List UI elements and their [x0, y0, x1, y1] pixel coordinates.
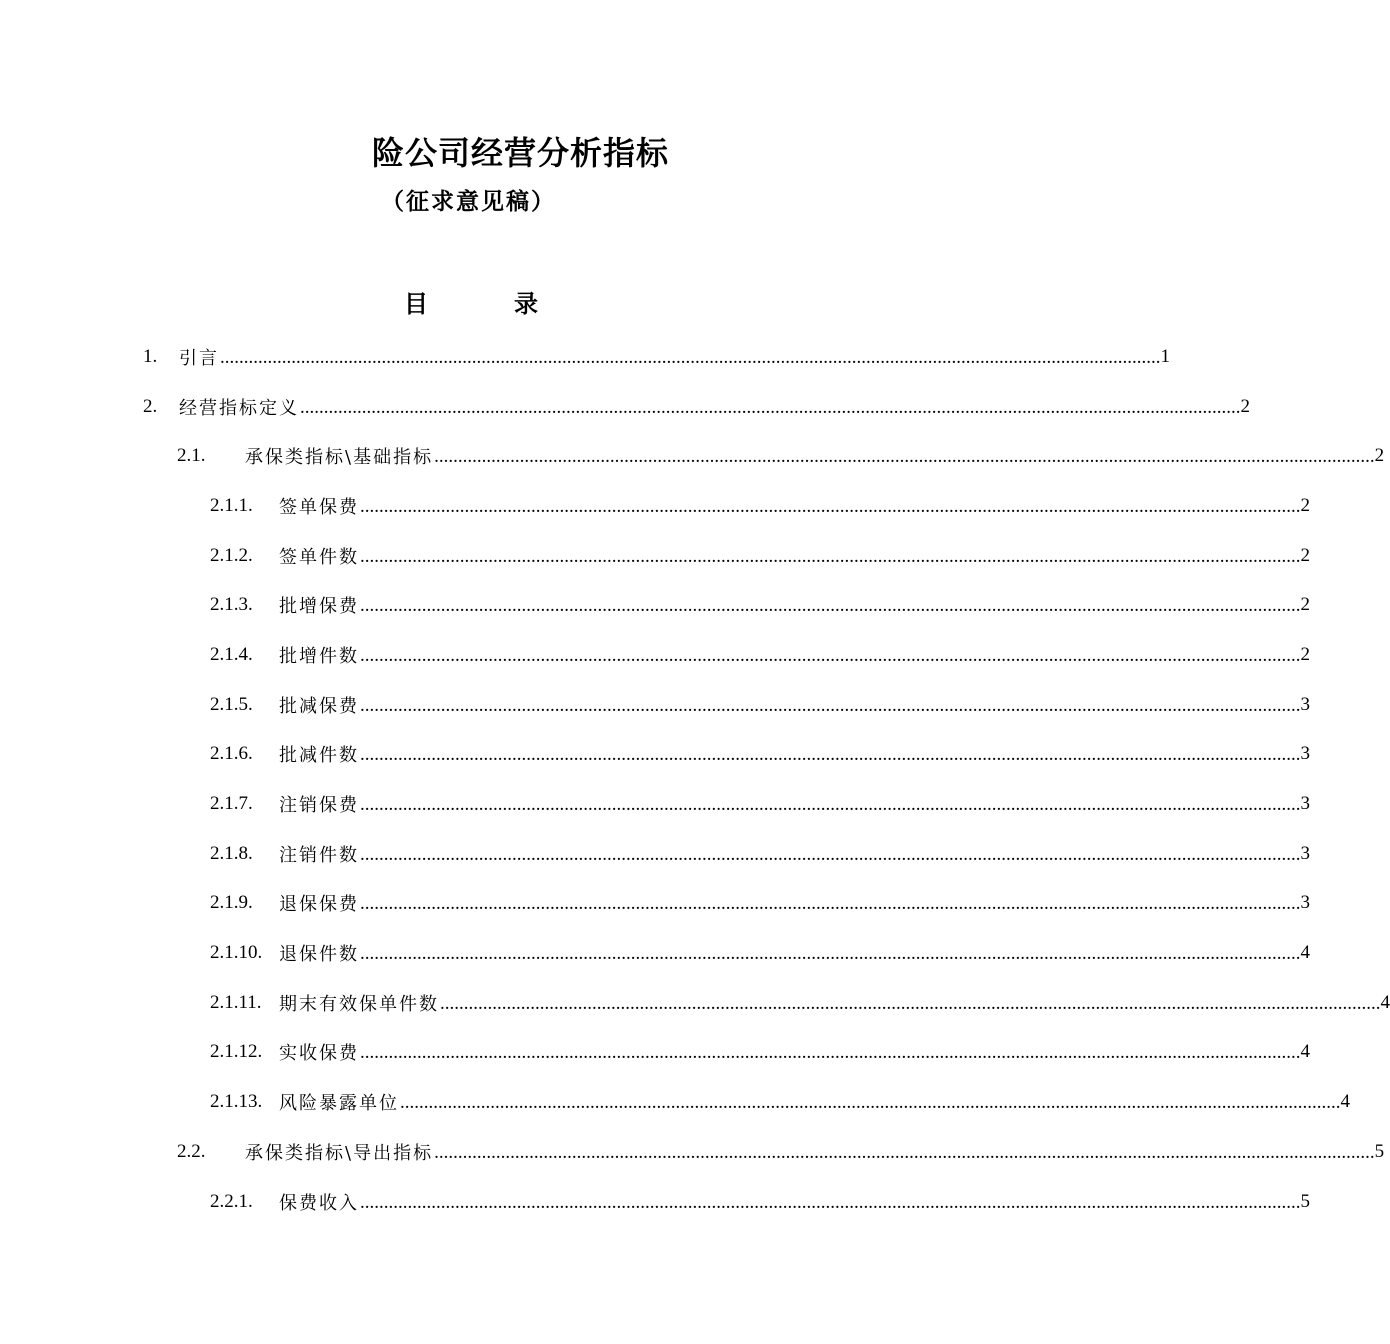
toc-entry-number: 2.1.3.: [210, 594, 253, 616]
toc-heading: [404, 284, 538, 319]
toc-entry-label: 退保保费: [279, 894, 359, 916]
toc-entry[interactable]: [0, 1177, 1310, 1227]
toc-entry-page-number: 2: [1300, 544, 1310, 566]
toc-entry-page-number: 5: [1300, 1190, 1310, 1212]
toc-entry-label: 风险暴露单位: [279, 1093, 399, 1115]
toc-entry-label: 批增保费: [279, 596, 359, 618]
toc-entry[interactable]: [0, 680, 1310, 730]
toc-entry-page-number: 2: [1300, 643, 1310, 665]
toc-entry-page-number: 4: [1300, 1041, 1310, 1063]
toc-entry[interactable]: [0, 779, 1310, 829]
document-subtitle: （征求意见稿）: [381, 189, 556, 215]
toc-entry[interactable]: [0, 730, 1310, 780]
toc-dot-leader: [360, 744, 1301, 766]
toc-dot-leader: [434, 1142, 1375, 1164]
toc-dot-leader: [440, 993, 1381, 1015]
toc-entry-number: 2.2.: [177, 1140, 206, 1162]
toc-dot-leader: [360, 546, 1301, 568]
toc-entry-label: 承保类指标\导出指标: [245, 1142, 434, 1164]
toc-dot-leader: [360, 1192, 1301, 1214]
toc-entry-page-number: 2: [1300, 494, 1310, 516]
toc-entry-label: 批减保费: [279, 695, 359, 717]
toc-entry[interactable]: [0, 879, 1310, 929]
toc-dot-leader: [360, 695, 1301, 717]
toc-entry-page-number: 2: [1240, 395, 1250, 417]
toc-entry-page-number: 2: [1374, 445, 1385, 467]
toc-entry-number: 2.1.7.: [210, 793, 253, 815]
toc-entry-number: 2.1.1.: [210, 494, 253, 516]
toc-entry-page-number: 3: [1300, 793, 1310, 815]
toc-entry[interactable]: [0, 481, 1310, 531]
toc-entry-number: 1.: [143, 345, 158, 367]
toc-dot-leader: [360, 844, 1301, 866]
toc-heading-left: 目: [404, 290, 428, 318]
toc-entry[interactable]: [0, 580, 1310, 630]
toc-entry[interactable]: [0, 928, 1310, 978]
toc-entry[interactable]: [0, 531, 1310, 581]
toc-entry-page-number: 4: [1300, 942, 1310, 964]
toc-entry[interactable]: [0, 1028, 1310, 1078]
toc-entry-number: 2.1.6.: [210, 743, 253, 765]
toc-entry-page-number: 4: [1380, 991, 1390, 1013]
toc-dot-leader: [220, 347, 1161, 369]
document-title: 险公司经营分析指标: [372, 134, 670, 172]
toc-heading-right: 录: [514, 290, 538, 318]
toc-entry-label: 注销保费: [279, 795, 359, 817]
toc-entry-number: 2.1.2.: [210, 544, 253, 566]
toc-entry-label: 注销件数: [279, 844, 359, 866]
toc-entry[interactable]: [0, 1127, 1385, 1177]
toc-entry-label: 经营指标定义: [179, 397, 299, 419]
toc-entry[interactable]: [0, 1077, 1350, 1127]
toc-entry-page-number: 1: [1160, 345, 1170, 367]
toc-entry[interactable]: [0, 630, 1310, 680]
toc-entry-number: 2.1.5.: [210, 693, 253, 715]
toc-dot-leader: [360, 645, 1301, 667]
toc-dot-leader: [300, 397, 1241, 419]
toc-entry-label: 实收保费: [279, 1043, 359, 1065]
toc-dot-leader: [360, 893, 1301, 915]
toc-dot-leader: [360, 794, 1301, 816]
toc-dot-leader: [434, 446, 1375, 468]
toc-entry-number: 2.2.1.: [210, 1190, 253, 1212]
toc-entry[interactable]: [0, 829, 1310, 879]
toc-entry-label: 批减件数: [279, 745, 359, 767]
toc-entry-page-number: 3: [1300, 743, 1310, 765]
toc-entry-number: 2.1.4.: [210, 643, 253, 665]
toc-entry-page-number: 3: [1300, 842, 1310, 864]
toc-dot-leader: [360, 943, 1301, 965]
toc-entry-page-number: 3: [1300, 693, 1310, 715]
toc-entry[interactable]: [0, 978, 1390, 1028]
toc-entry-label: 批增件数: [279, 645, 359, 667]
toc-entry-page-number: 3: [1300, 892, 1310, 914]
toc-entry-number: 2.1.12.: [210, 1041, 263, 1063]
toc-dot-leader: [400, 1092, 1341, 1114]
table-of-contents: [0, 332, 1390, 1226]
toc-entry-number: 2.1.10.: [210, 942, 263, 964]
toc-entry-label: 退保件数: [279, 944, 359, 966]
toc-entry-label: 引言: [179, 347, 219, 369]
toc-entry-number: 2.1.13.: [210, 1091, 263, 1113]
toc-entry-label: 期末有效保单件数: [279, 993, 439, 1015]
toc-entry[interactable]: [0, 431, 1385, 481]
toc-dot-leader: [360, 496, 1301, 518]
toc-entry-number: 2.1.8.: [210, 842, 253, 864]
toc-entry[interactable]: [0, 382, 1250, 432]
toc-entry[interactable]: [0, 332, 1170, 382]
toc-entry-number: 2.1.9.: [210, 892, 253, 914]
toc-entry-number: 2.1.: [177, 445, 206, 467]
toc-entry-number: 2.: [143, 395, 158, 417]
toc-entry-label: 承保类指标\基础指标: [245, 447, 434, 469]
toc-entry-page-number: 4: [1340, 1091, 1350, 1113]
toc-entry-page-number: 2: [1300, 594, 1310, 616]
toc-dot-leader: [360, 595, 1301, 617]
toc-entry-label: 签单件数: [279, 546, 359, 568]
toc-entry-label: 保费收入: [279, 1192, 359, 1214]
toc-entry-label: 签单保费: [279, 496, 359, 518]
toc-entry-page-number: 5: [1374, 1140, 1385, 1162]
toc-dot-leader: [360, 1042, 1301, 1064]
toc-entry-number: 2.1.11.: [210, 991, 262, 1013]
